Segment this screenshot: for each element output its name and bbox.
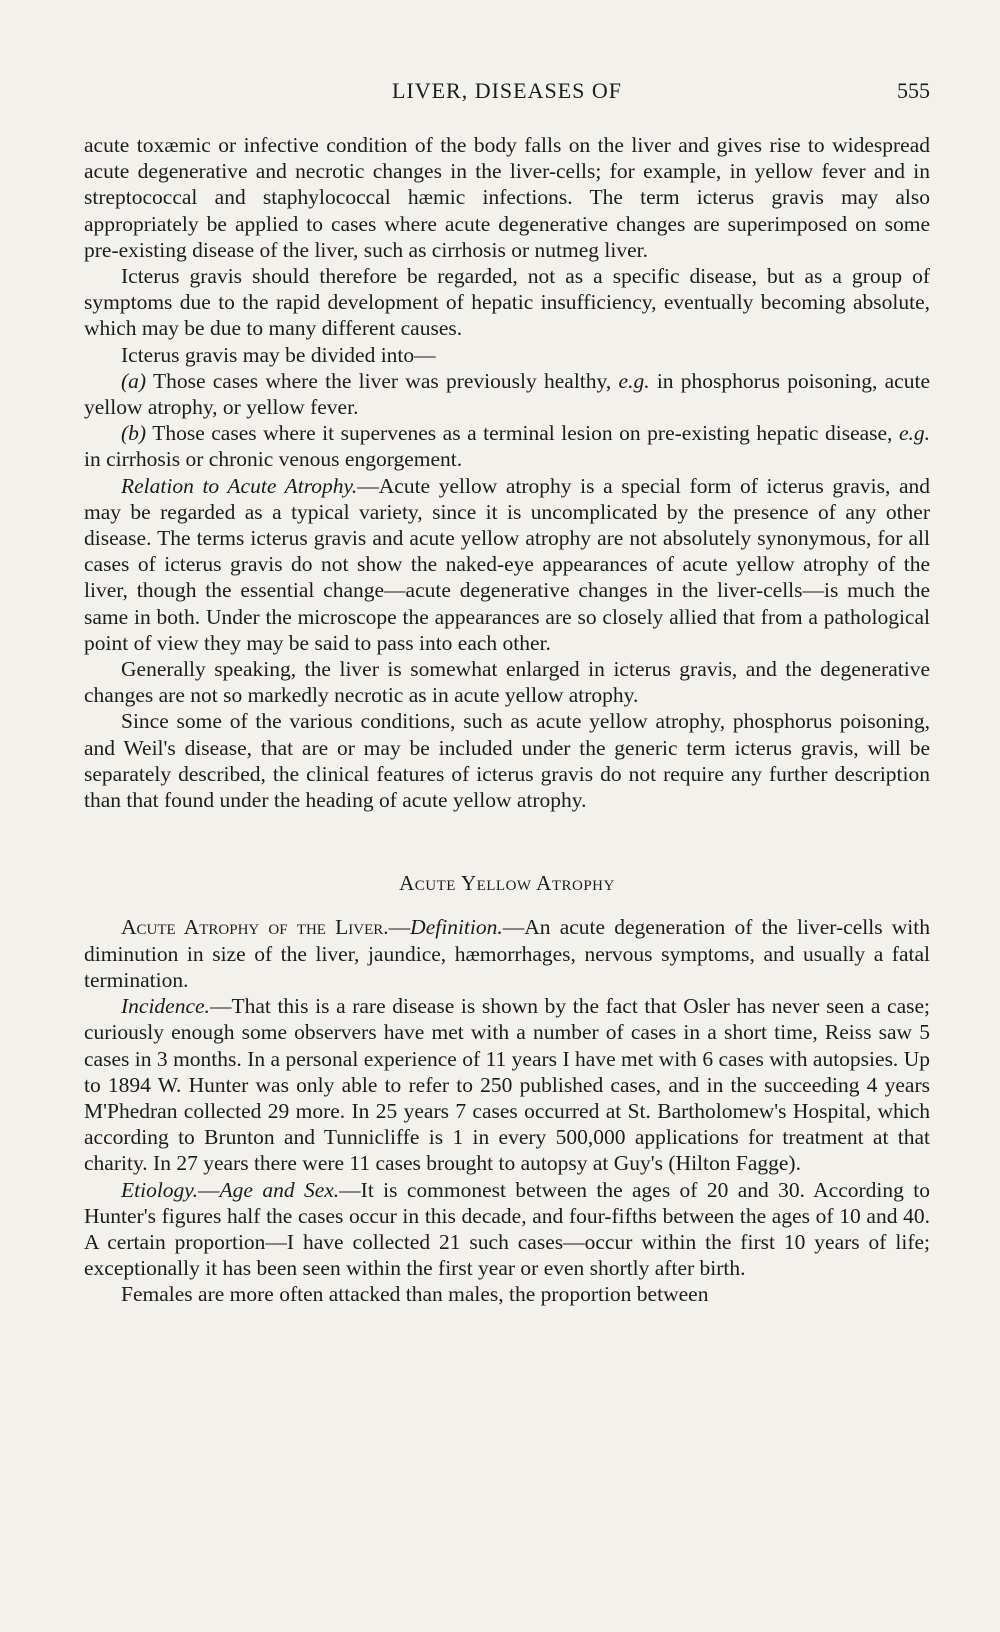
incidence-heading: Incidence. <box>121 994 210 1019</box>
paragraph-females: Females are more often attacked than males, the proportion between <box>121 1282 709 1307</box>
body-text <box>84 132 930 1308</box>
paragraph-since: Since some of the various conditions, such as acute yellow atrophy, phosphorus poisoning, and Weil's disease, that are or may be included under the generic term icterus gravis, will be separately described, the clinical features of icterus gravis do not require any further description than that found under the heading of acute yellow atrophy. <box>84 709 930 813</box>
paragraph-definition: Acute Atrophy of the Liver.—Definition.—An acute degeneration of the liver-cells with diminution in size of the liver, jaundice, hæmorrhages, nervous symptoms, and usually a fatal termination. <box>84 915 930 992</box>
definition-lead: Acute Atrophy of the Liver. <box>121 915 389 940</box>
paragraph-generally: Generally speaking, the liver is somewhat enlarged in icterus gravis, and the degenerative changes are not so markedly necrotic as in acute yellow atrophy. <box>84 657 930 708</box>
section-title: Acute Yellow Atrophy <box>399 871 615 896</box>
division-marker-a: (a) <box>121 368 147 393</box>
division-item-b: (b) Those cases where it supervenes as a terminal lesion on pre-existing hepatic disease, e.g. in cirrhosis or chronic venous engorgement. <box>84 421 930 472</box>
division-item-a: (a) Those cases where the liver was previously healthy, e.g. in phosphorus poisoning, acute yellow atrophy, or yellow fever. <box>84 368 930 420</box>
division-marker-b: (b) <box>121 421 147 446</box>
definition-heading: Definition. <box>410 915 503 940</box>
running-title: LIVER, DISEASES OF <box>391 78 623 103</box>
paragraph-incidence: Incidence.—That this is a rare disease is shown by the fact that Osler has never seen a case; curiously enough some observers have met with a number of cases in a short time, Reiss saw 5 cases in 3 months. In a personal experience of 11 years I have met with 6 cases with autopsies. Up to 1894 W. Hunter was only able to refer to 250 published cases, and in the succeeding 4 years M'Phedran collected 29 more. In 25 years 7 cases occurred at St. Bartholomew's Hospital, which according to Brunton and Tunnicliffe is 1 in every 500,000 applications for treatment at that charity. In 27 years there were 11 cases brought to autopsy at Guy's (Hilton Fagge). <box>84 994 930 1176</box>
page-number: 555 <box>897 78 930 103</box>
paragraph-division-intro: Icterus gravis may be divided into— <box>121 342 436 367</box>
paragraph-icterus-gravis: Icterus gravis should therefore be regarded, not as a specific disease, but as a group of symptoms due to the rapid development of hepatic insufficiency, eventually becoming absolute, which may be due to many different causes. <box>84 264 930 341</box>
paragraph-continuation: acute toxæmic or infective condition of the body falls on the liver and gives rise to widespread acute degenerative and necrotic changes in the liver-cells; for example, in yellow fever and in streptococcal and staphylococcal hæmic infections. The term icterus gravis may also appropriately be applied to cases where acute degenerative changes are superimposed on some pre-existing disease of the liver, such as cirrhosis or nutmeg liver. <box>84 133 930 262</box>
paragraph-etiology: Etiology.—Age and Sex.—It is commonest between the ages of 20 and 30. According to Hunter's figures half the cases occur in this decade, and four-fifths between the ages of 10 and 40. A certain proportion—I have collected 21 such cases—occur within the first 10 years of life; exceptionally it has been seen within the first year or even shortly after birth. <box>84 1177 930 1281</box>
paragraph-relation: Relation to Acute Atrophy.—Acute yellow atrophy is a special form of icterus gravis, and may be regarded as a typical variety, since it is uncomplicated by the presence of any other disease. The terms icterus gravis and acute yellow atrophy are not absolutely synonymous, for all cases of icterus gravis do not show the naked-eye appearances of acute yellow atrophy of the liver, though the essential change—acute degenerative changes in the liver-cells—is much the same in both. Under the microscope the appearances are so closely allied that from a pathological point of view they may be said to pass into each other. <box>84 473 930 655</box>
relation-heading: Relation to Acute Atrophy. <box>121 473 358 498</box>
etiology-heading: Etiology. <box>121 1177 199 1202</box>
running-head <box>84 78 930 118</box>
etiology-subheading: Age and Sex. <box>219 1177 340 1202</box>
